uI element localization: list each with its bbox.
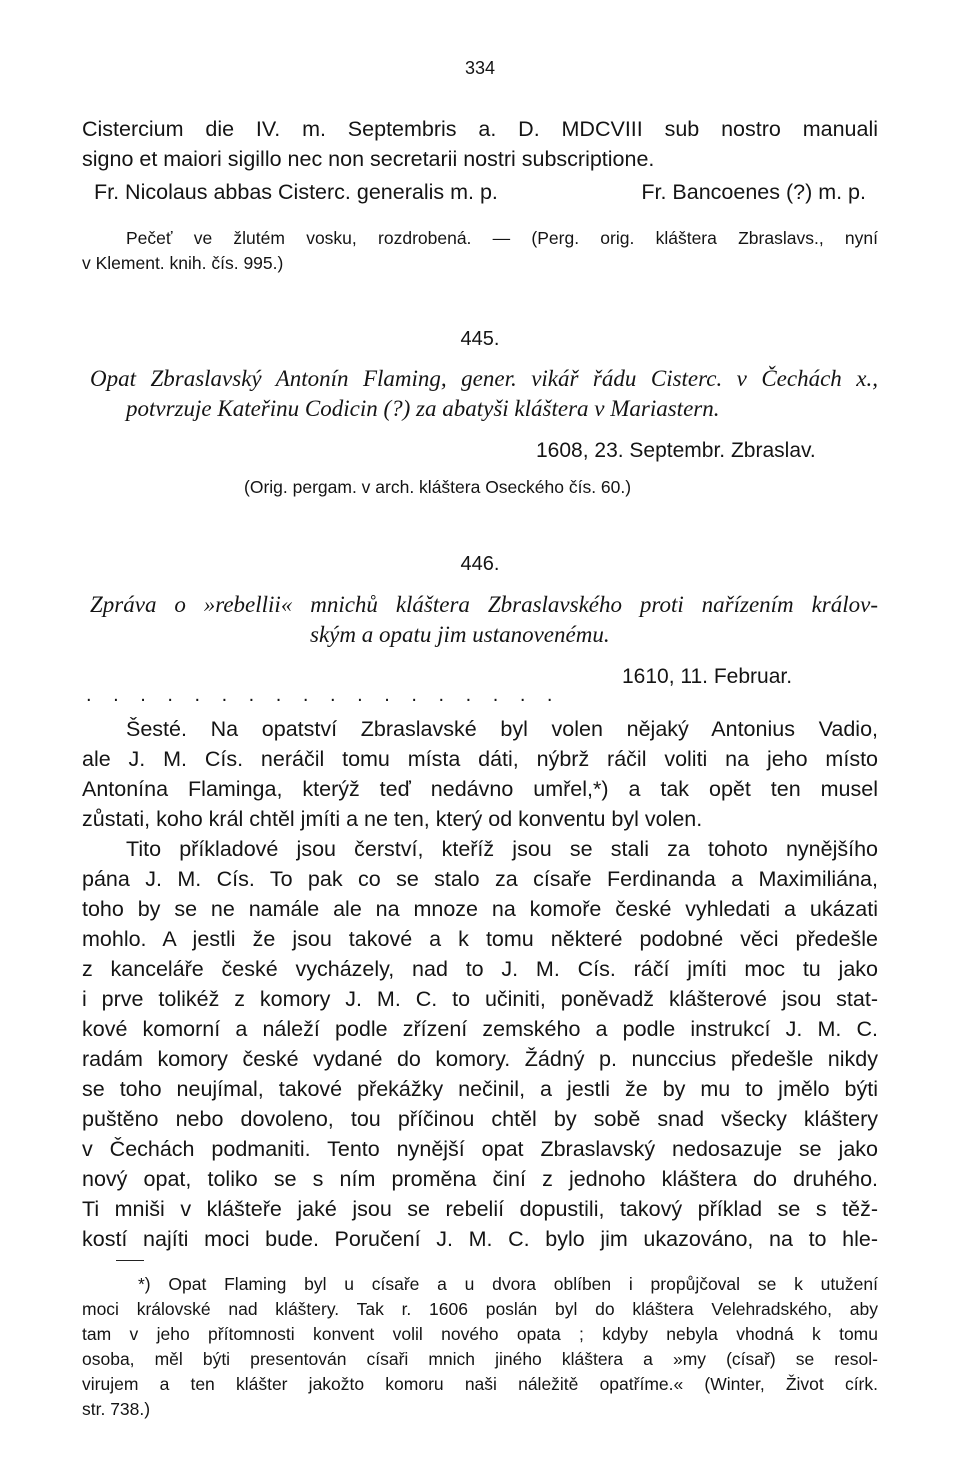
seal-note [82, 226, 878, 276]
text-line: Šesté. Na opatství Zbraslavské byl volen nějaký Antonius Vadio, [126, 717, 878, 741]
text-line: Tito příkladové jsou čerství, kteříž jsou se stali za tohoto nynějšího [126, 837, 878, 861]
paragraph-2 [82, 834, 878, 1254]
footnote-line: moci královské nad kláštery. Tak r. 1606 poslán byl do kláštera Velehradského, aby [82, 1299, 878, 1319]
signature-right: Fr. Bancoenes (?) m. p. [641, 180, 866, 204]
text-line: nový opat, toliko se s ním proměna činí z jednoho kláštera do druhého. [82, 1167, 878, 1191]
text-line: Ti mniši v klášteře jaké jsou se rebelií dopustili, takový příklad se s těž- [82, 1197, 878, 1221]
paragraph-1 [82, 714, 878, 834]
document-heading-446 [82, 590, 878, 650]
text-line: ale J. M. Cís. neráčil tomu místa dáti, nýbrž ráčil voliti na jeho místo [82, 747, 878, 771]
heading-line: ským a opatu jim ustanovenému. [310, 622, 610, 647]
text-line: puštěno nebo dovoleno, tou příčinou chtěl by sobě snad všecky kláštery [82, 1107, 878, 1131]
footnote-divider [116, 1260, 144, 1261]
footnote-line: str. 738.) [82, 1399, 151, 1419]
text-line: signo et maiori sigillo nec non secretarii nostri subscriptione. [82, 147, 655, 171]
footnote-line: virujem a ten klášter jakožto komoru naši náležitě opatříme.« (Winter, Život círk. [82, 1374, 878, 1394]
footnote-line: *) Opat Flaming byl u císaře a u dvora oblíben i propůjčoval se k utužení [138, 1274, 878, 1294]
text-line: kostí najíti moci bude. Poručení J. M. C. bylo jim ukazováno, na to hle- [82, 1227, 878, 1251]
document-number-445: 445. [460, 328, 500, 350]
text-line: i prve tolikéž z komory J. M. C. to učiniti, poněvadž klášterové jsou stat- [82, 987, 878, 1011]
text-line: zůstati, koho král chtěl jmíti a ne ten, který od konventu byl volen. [82, 807, 703, 831]
dateline-446: 1610, 11. Februar. [622, 665, 793, 688]
text-line: pána J. M. Cís. To pak co se stalo za císaře Ferdinanda a Maximiliána, [82, 867, 878, 891]
text-line: se toho neujímal, takové překážky nečinil, a jestli že by mu to jmělo býti [82, 1077, 878, 1101]
text-line: radám komory české vydané do komory. Žádný p. nunccius předešle nikdy [82, 1047, 878, 1071]
document-heading-445 [82, 364, 878, 424]
page-number: 334 [464, 58, 496, 78]
text-line: mohlo. A jestli že jsou takové a k tomu některé podobné věci předešle [82, 927, 878, 951]
note-line: v Klement. knih. čís. 995.) [82, 253, 284, 273]
note-line: Pečeť ve žlutém vosku, rozdrobená. — (Perg. orig. kláštera Zbraslavs., nyní [126, 228, 878, 248]
text-line: z kanceláře české vycházely, nad to J. M. Cís. ráčí jmíti moc tu jako [82, 957, 878, 981]
document-number-446: 446. [460, 553, 500, 575]
signature-left: Fr. Nicolaus abbas Cisterc. generalis m. p. [94, 180, 498, 204]
footnote-line: tam v jeho přítomnosti konvent volil nového opata ; kdyby nebyla vhodná k tomu [82, 1324, 878, 1344]
source-445: (Orig. pergam. v arch. kláštera Oseckého čís. 60.) [244, 477, 632, 497]
ellipsis-marks: . . . . . . . . . . . . . . . . . . [86, 684, 561, 706]
signatures [82, 177, 878, 207]
dateline-445: 1608, 23. Septembr. Zbraslav. [536, 439, 816, 462]
heading-line: Zpráva o »rebellii« mnichů kláštera Zbraslavského proti nařízením králov- [90, 592, 878, 617]
text-line: Cistercium die IV. m. Septembris a. D. MDCVIII sub nostro manuali [82, 117, 878, 141]
intro-text [82, 114, 878, 207]
heading-line: potvrzuje Kateřinu Codicin (?) za abatyši kláštera v Mariastern. [126, 396, 720, 421]
footnote-line: osoba, měl býti presentován císaři mnich jiného kláštera a »my (císař) se resol- [82, 1349, 878, 1369]
footnote [82, 1272, 878, 1422]
text-line: toho by se ne namále ale na mnoze na komoře české vyhledati a ukázati [82, 897, 878, 921]
text-line: Antonína Flaminga, kterýž teď nedávno umřel,*) a tak opět ten musel [82, 777, 878, 801]
text-line: v Čechách podmaniti. Tento nynější opat Zbraslavský nedosazuje se jako [82, 1137, 878, 1161]
heading-line: Opat Zbraslavský Antonín Flaming, gener. vikář řádu Cisterc. v Čechách x., [90, 366, 878, 391]
text-line: kové komorní a náleží podle zřízení zemského a podle instrukcí J. M. C. [82, 1017, 878, 1041]
